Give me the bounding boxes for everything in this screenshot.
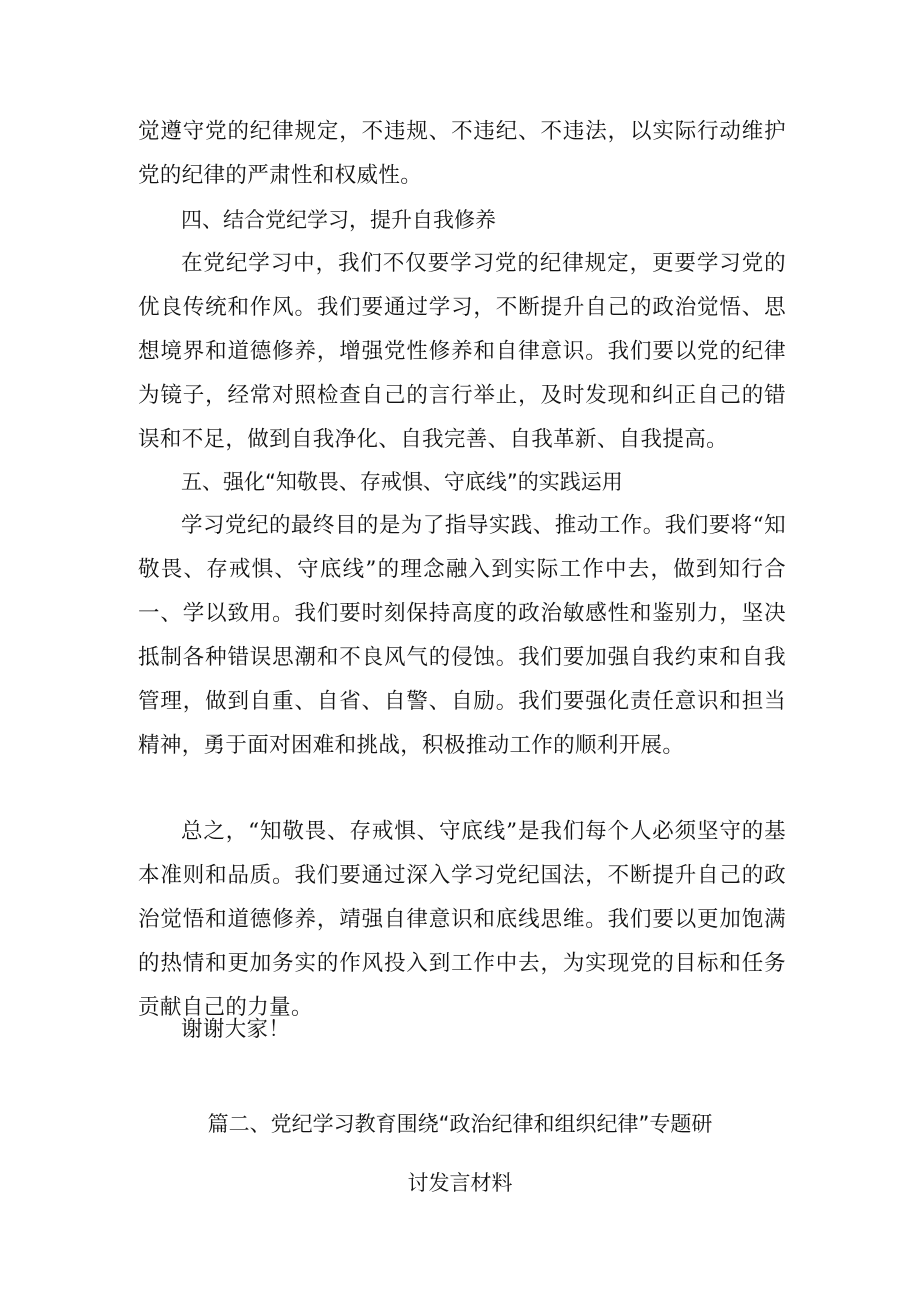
section-heading-4: 四、结合党纪学习，提升自我修养	[181, 208, 496, 232]
next-article-title-line-2: 讨发言材料	[407, 1171, 513, 1195]
thanks-line: 谢谢大家！	[181, 1017, 291, 1042]
paragraph-section-5: 学习党纪的最终目的是为了指导实践、推动工作。我们要将“知敬畏、存戒惧、守底线”的理念融入到实际工作中去，做到知行合一、学以致用。我们要时刻保持高度的政治敏感性和鉴别力，坚决抵制各种错误思潮和不良风气的侵蚀。我们要加强自我约束和自我管理，做到自重、自省、自警、自励。我们要强化责任意识和担当精神，勇于面对困难和挑战，积极推动工作的顺利开展。	[138, 513, 786, 758]
section-heading-5: 五、强化“知敬畏、存戒惧、守底线”的实践运用	[181, 470, 623, 494]
next-article-title-line-1: 篇二、党纪学习教育围绕“政治纪律和组织纪律”专题研	[207, 1112, 713, 1136]
paragraph-continuation: 觉遵守党的纪律规定，不违规、不违纪、不违法，以实际行动维护党的纪律的严肃性和权威性。	[138, 119, 786, 188]
paragraph-section-4: 在党纪学习中，我们不仅要学习党的纪律规定，更要学习党的优良传统和作风。我们要通过学习，不断提升自己的政治觉悟、思想境界和道德修养，增强党性修养和自律意识。我们要以党的纪律为镜子，经常对照检查自己的言行举止，及时发现和纠正自己的错误和不足，做到自我净化、自我完善、自我革新、自我提高。	[138, 251, 786, 452]
paragraph-conclusion: 总之，“知敬畏、存戒惧、守底线”是我们每个人必须坚守的基本准则和品质。我们要通过深入学习党纪国法，不断提升自己的政治觉悟和道德修养，靖强自律意识和底线思维。我们要以更加饱满的热情和更加务实的作风投入到工作中去，为实现党的目标和任务贡献自己的力量。	[138, 819, 786, 1020]
